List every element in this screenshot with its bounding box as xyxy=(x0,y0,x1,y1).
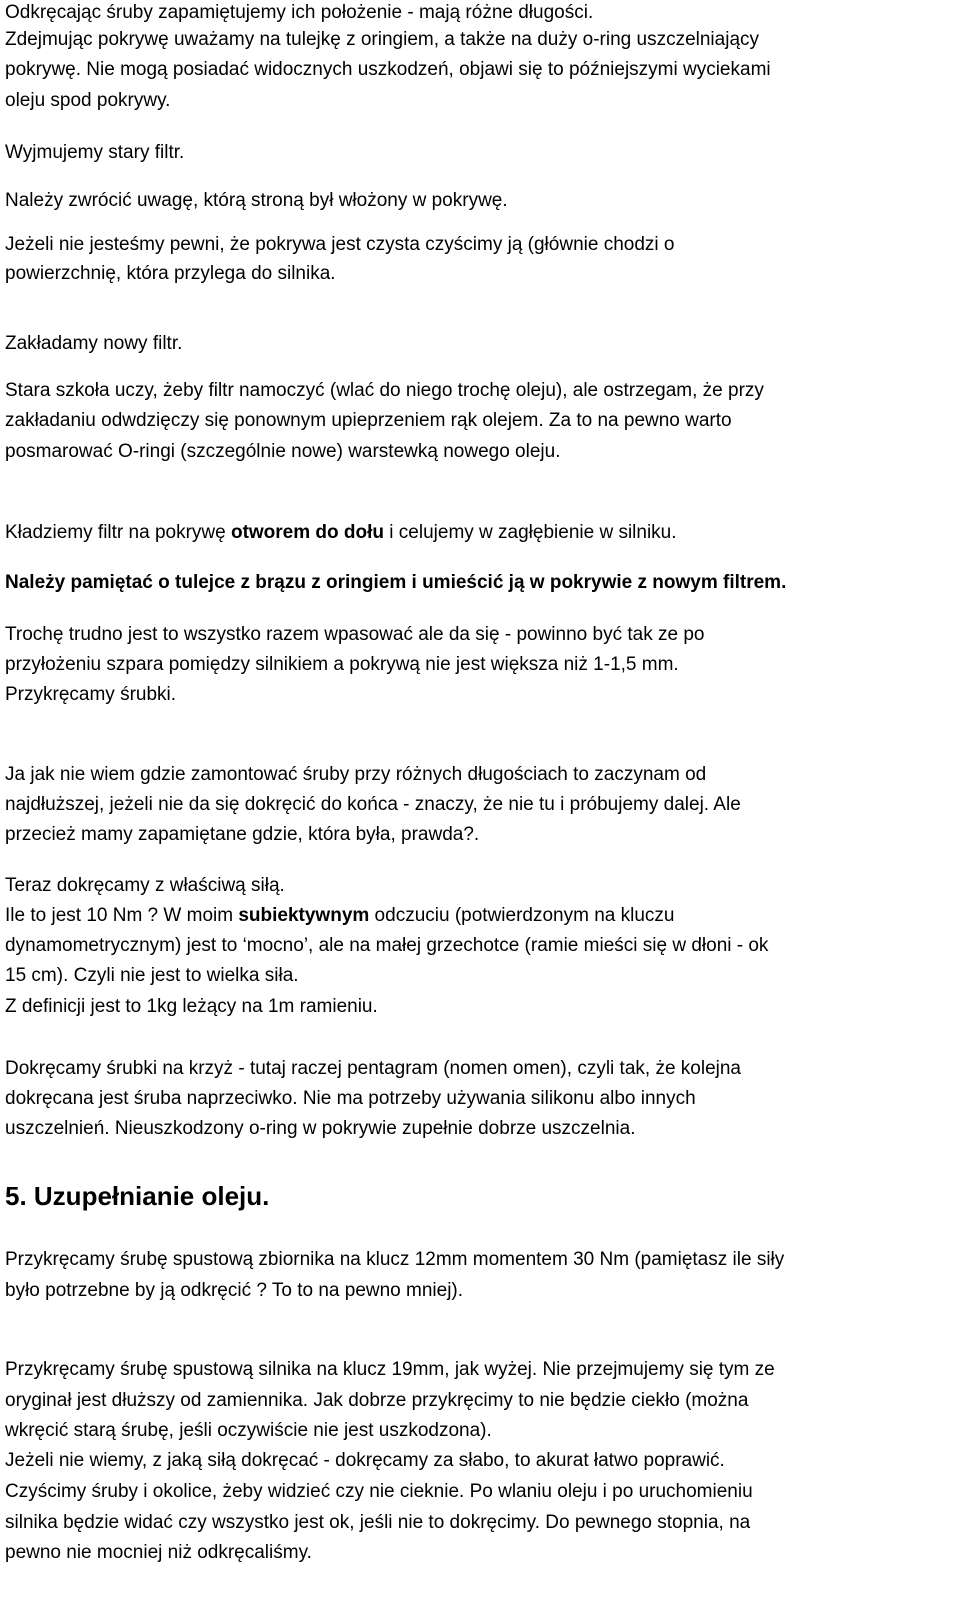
paragraph-line: Wyjmujemy stary filtr. xyxy=(5,142,185,163)
paragraph-line: Jeżeli nie wiemy, z jaką siłą dokręcać - dokręcamy za słabo, to akurat łatwo poprawić. xyxy=(5,1450,725,1471)
paragraph-line: pewno nie mocniej niż odkręcaliśmy. xyxy=(5,1542,312,1563)
paragraph-line: najdłuższej, jeżeli nie da się dokręcić do końca - znaczy, że nie tu i próbujemy dalej. Ale xyxy=(5,794,741,815)
paragraph-line xyxy=(5,520,677,546)
paragraph-line: Dokręcamy śrubki na krzyż - tutaj raczej pentagram (nomen omen), czyli tak, że kolejna xyxy=(5,1058,741,1079)
paragraph-line: Należy zwrócić uwagę, którą stroną był włożony w pokrywę. xyxy=(5,190,508,211)
paragraph-line: Zdejmując pokrywę uważamy na tulejkę z oringiem, a także na duży o-ring uszczelniający xyxy=(5,29,760,50)
text-span: i celujemy w zagłębienie w silniku. xyxy=(384,522,677,543)
paragraph-line: Przykręcamy śrubki. xyxy=(5,684,177,705)
paragraph-line: oryginał jest dłuższy od zamiennika. Jak dobrze przykręcimy to nie będzie ciekło (można xyxy=(5,1390,749,1411)
paragraph-line: Trochę trudno jest to wszystko razem wpasować ale da się - powinno być tak ze po xyxy=(5,624,705,645)
paragraph-line: Przykręcamy śrubę spustową silnika na klucz 19mm, jak wyżej. Nie przejmujemy się tym ze xyxy=(5,1359,775,1380)
paragraph-line xyxy=(5,903,674,929)
paragraph-line: pokrywę. Nie mogą posiadać widocznych uszkodzeń, objawi się to późniejszymi wyciekami xyxy=(5,59,771,80)
paragraph-line: dynamometrycznym) jest to ‘mocno’, ale na małej grzechotce (ramie mieści się w dłoni - ok xyxy=(5,935,769,956)
text-span: Kładziemy filtr na pokrywę xyxy=(5,522,231,543)
paragraph-line: zakładaniu odwdzięczy się ponownym upieprzeniem rąk olejem. Za to na pewno warto xyxy=(5,410,732,431)
paragraph-line: przecież mamy zapamiętane gdzie, która była, prawda?. xyxy=(5,824,480,845)
paragraph-line: wkręcić starą śrubę, jeśli oczywiście nie jest uszkodzona). xyxy=(5,1420,492,1441)
paragraph-line: Czyścimy śruby i okolice, żeby widzieć czy nie cieknie. Po wlaniu oleju i po uruchomieniu xyxy=(5,1481,753,1502)
paragraph-line: posmarować O-ringi (szczególnie nowe) warstewką nowego oleju. xyxy=(5,441,561,462)
paragraph-line: oleju spod pokrywy. xyxy=(5,90,171,111)
bold-text: otworem do dołu xyxy=(230,522,385,543)
bold-note-line: Należy pamiętać o tulejce z brązu z oringiem i umieścić ją w pokrywie z nowym filtrem. xyxy=(5,572,787,593)
paragraph-line: Teraz dokręcamy z właściwą siłą. xyxy=(5,875,285,896)
paragraph-line: Jeżeli nie jesteśmy pewni, że pokrywa jest czysta czyścimy ją (głównie chodzi o xyxy=(5,234,675,255)
paragraph-line: silnika będzie widać czy wszystko jest ok, jeśli nie to dokręcimy. Do pewnego stopnia, na xyxy=(5,1512,751,1533)
paragraph-line: Z definicji jest to 1kg leżący na 1m ramieniu. xyxy=(5,996,378,1017)
paragraph-line: powierzchnię, która przylega do silnika. xyxy=(5,263,336,284)
paragraph-line: uszczelnień. Nieuszkodzony o-ring w pokrywie zupełnie dobrze uszczelnia. xyxy=(5,1118,636,1139)
paragraph-line: Stara szkoła uczy, żeby filtr namoczyć (wlać do niego trochę oleju), ale ostrzegam, że przy xyxy=(5,380,764,401)
section-heading: 5. Uzupełnianie oleju. xyxy=(5,1181,270,1211)
paragraph-line: Ja jak nie wiem gdzie zamontować śruby przy różnych długościach to zaczynam od xyxy=(5,764,707,785)
paragraph-line: Odkręcając śruby zapamiętujemy ich położenie - mają różne długości. xyxy=(5,2,594,23)
paragraph-line: przyłożeniu szpara pomiędzy silnikiem a pokrywą nie jest większa niż 1-1,5 mm. xyxy=(5,654,679,675)
paragraph-line: Zakładamy nowy filtr. xyxy=(5,333,183,354)
paragraph-line: było potrzebne by ją odkręcić ? To to na pewno mniej). xyxy=(5,1280,464,1301)
text-span: Ile to jest 10 Nm ? W moim xyxy=(5,905,239,926)
paragraph-line: dokręcana jest śruba naprzeciwko. Nie ma potrzeby używania silikonu albo innych xyxy=(5,1088,696,1109)
text-span: odczuciu (potwierdzonym na kluczu xyxy=(369,905,675,926)
bold-text: subiektywnym xyxy=(238,905,370,926)
paragraph-line: Przykręcamy śrubę spustową zbiornika na klucz 12mm momentem 30 Nm (pamiętasz ile siły xyxy=(5,1249,785,1270)
paragraph-line: 15 cm). Czyli nie jest to wielka siła. xyxy=(5,965,299,986)
